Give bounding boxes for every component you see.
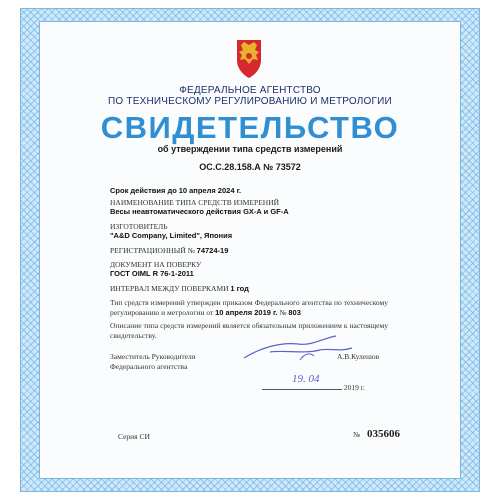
signatory-name: А.В.Кулешов bbox=[337, 352, 380, 361]
verification-doc-value: ГОСТ OIML R 76-1-2011 bbox=[110, 269, 194, 278]
form-number: 035606 bbox=[367, 428, 400, 440]
registration-row bbox=[110, 246, 228, 255]
order-number: 803 bbox=[288, 308, 301, 317]
handwritten-date: 19. 04 bbox=[292, 373, 320, 385]
validity-label: Срок действия до bbox=[110, 186, 177, 195]
signatory-position bbox=[110, 352, 195, 372]
interval-row bbox=[110, 284, 249, 293]
description-paragraph: Описание типа средств измерений является обязательным приложением к настоящему свидетельству. bbox=[110, 321, 388, 340]
validity-value: 10 апреля 2024 г. bbox=[178, 186, 242, 195]
signature-year: 2019 г. bbox=[343, 383, 365, 392]
registration-value: 74724-19 bbox=[196, 246, 229, 255]
manufacturer-label: ИЗГОТОВИТЕЛЬ bbox=[110, 222, 168, 231]
validity-row bbox=[110, 186, 241, 195]
certificate-subtitle: об утверждении типа средств измерений bbox=[157, 144, 343, 154]
agency-name-line1: ФЕДЕРАЛЬНОЕ АГЕНТСТВО bbox=[179, 85, 321, 96]
handwritten-signature bbox=[240, 330, 360, 370]
type-name-label: НАИМЕНОВАНИЕ ТИПА СРЕДСТВ ИЗМЕРЕНИЙ bbox=[110, 198, 280, 207]
type-name-value: Весы неавтоматического действия GX-A и GF-A bbox=[110, 207, 289, 216]
interval-label: ИНТЕРВАЛ МЕЖДУ ПОВЕРКАМИ bbox=[110, 284, 229, 293]
agency-name-line2: ПО ТЕХНИЧЕСКОМУ РЕГУЛИРОВАНИЮ И МЕТРОЛОГИИ bbox=[108, 96, 392, 107]
certificate-title: СВИДЕТЕЛЬСТВО bbox=[100, 110, 400, 145]
coat-of-arms-icon bbox=[229, 36, 269, 80]
position-line1: Заместитель Руководителя bbox=[110, 352, 196, 361]
registration-label: РЕГИСТРАЦИОННЫЙ № bbox=[110, 246, 195, 255]
signature-date-line bbox=[262, 383, 365, 392]
manufacturer-value: "A&D Company, Limited", Япония bbox=[110, 231, 233, 240]
form-number-label: № bbox=[353, 430, 361, 439]
approval-text: Тип средств измерений утвержден приказом Федерального агентства по техническому регулированию и метрологии от bbox=[110, 298, 388, 317]
order-number-sign: № bbox=[279, 308, 287, 317]
series-label: Серия СИ bbox=[118, 432, 150, 441]
approval-paragraph bbox=[110, 298, 388, 318]
approval-date: 10 апреля 2019 г. bbox=[215, 308, 278, 317]
verification-doc-label: ДОКУМЕНТ НА ПОВЕРКУ bbox=[110, 260, 202, 269]
interval-value: 1 год bbox=[230, 284, 249, 293]
position-line2: Федерального агентства bbox=[110, 362, 188, 371]
certificate-number: ОС.С.28.158.А № 73572 bbox=[199, 162, 301, 172]
